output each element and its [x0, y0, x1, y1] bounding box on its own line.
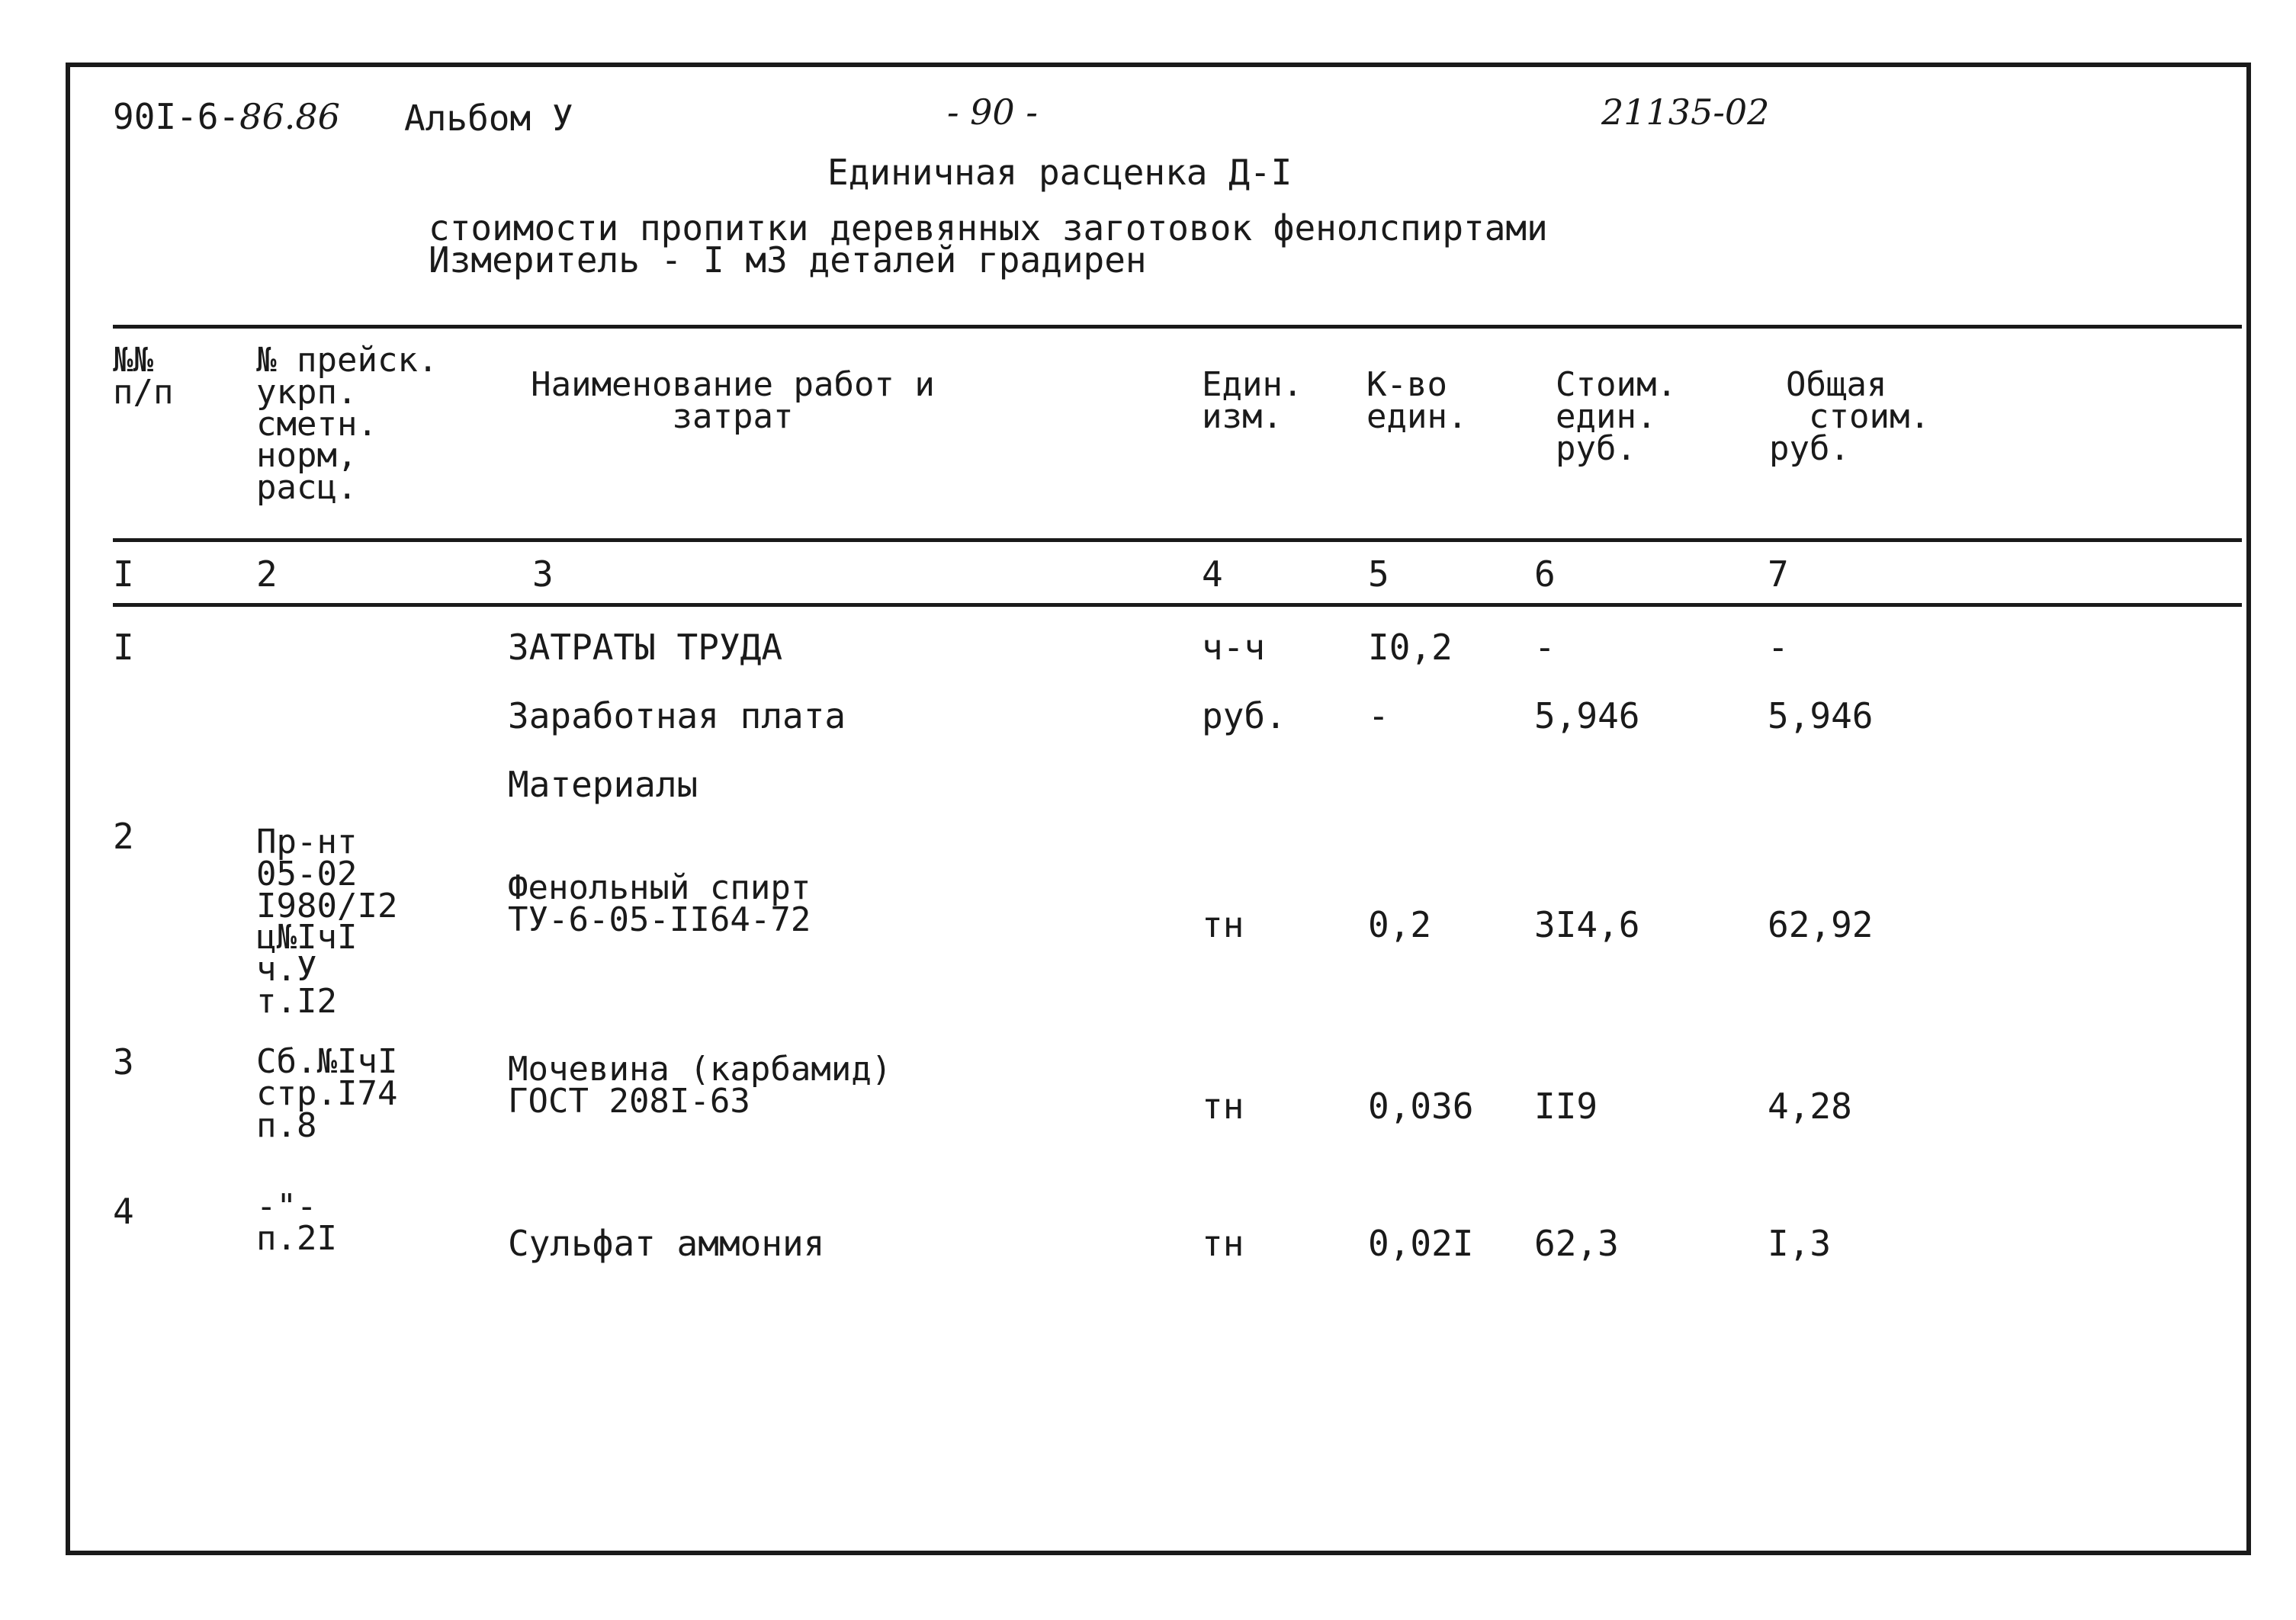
row-unit-price: 62,3: [1534, 1223, 1619, 1264]
row-number: 3: [113, 1041, 134, 1083]
row-quantity: I0,2: [1368, 627, 1453, 668]
row-total: 4,28: [1768, 1086, 1852, 1127]
row-unit-price: 5,946: [1534, 695, 1640, 736]
row-number: 4: [113, 1191, 134, 1232]
row-name: Фенольный спирт ТУ-6-05-II64-72: [508, 868, 811, 939]
row-total: 62,92: [1768, 904, 1874, 945]
header-col-name: Наименование работ и затрат: [531, 365, 935, 436]
document-number: 21135-02: [1601, 91, 1770, 133]
row-unit-price: II9: [1534, 1086, 1598, 1127]
row-unit: тн: [1202, 1086, 1244, 1127]
row-quantity: 0,036: [1368, 1086, 1474, 1127]
row-total: I,3: [1768, 1223, 1832, 1264]
page-number: - 90 -: [947, 91, 1038, 133]
row-price-reference: -"- п.2I: [256, 1187, 337, 1258]
column-number-6: 6: [1534, 553, 1556, 595]
row-quantity: 0,2: [1368, 904, 1432, 945]
series-code-prefix: 90I-6-: [113, 96, 240, 137]
series-code-handwritten: 86.86: [239, 96, 340, 137]
row-unit: руб.: [1202, 695, 1286, 736]
header-col-number: №№ п/п: [113, 341, 174, 412]
row-name: Сульфат аммония: [508, 1223, 825, 1264]
row-number: I: [113, 627, 134, 668]
series-code: [113, 96, 340, 137]
column-number-2: 2: [256, 553, 278, 595]
header-col-price-ref: № прейск. укрп. сметн. норм, расц.: [256, 341, 438, 508]
page-title: Единичная расценка Д-I: [827, 152, 1293, 193]
header-col-quantity: К-во един.: [1366, 365, 1468, 436]
row-total: 5,946: [1768, 695, 1874, 736]
header-col-total: Общая стоим. руб.: [1769, 365, 1930, 468]
row-unit-price: 3I4,6: [1534, 904, 1640, 945]
album-label: Альбом У: [404, 98, 573, 139]
column-number-5: 5: [1368, 553, 1389, 595]
header-col-unit: Един. изм.: [1202, 365, 1303, 436]
header-col-unit-price: Стоим. един. руб.: [1556, 365, 1677, 468]
column-numbers-rule: [113, 603, 2242, 607]
header-bottom-rule: [113, 538, 2242, 542]
row-unit-price: -: [1534, 627, 1556, 668]
row-name: ЗАТРАТЫ ТРУДА: [508, 627, 783, 668]
row-quantity: -: [1368, 695, 1389, 736]
page-frame: [66, 63, 2251, 1555]
table-top-rule: [113, 325, 2242, 329]
row-unit: ч-ч: [1202, 627, 1266, 668]
row-name: Мочевина (карбамид) ГОСТ 208I-63: [508, 1050, 892, 1121]
row-total: -: [1768, 627, 1789, 668]
column-number-4: 4: [1202, 553, 1223, 595]
row-price-reference: Сб.№IчI стр.I74 п.8: [256, 1042, 398, 1145]
row-unit: тн: [1202, 904, 1244, 945]
column-number-7: 7: [1768, 553, 1789, 595]
row-price-reference: Пр-нт 05-02 I980/I2 ц№IчI ч.У т.I2: [256, 823, 398, 1021]
page-subtitle: стоимости пропитки деревянных заготовок фенолспиртами: [429, 207, 1548, 249]
row-unit: тн: [1202, 1223, 1244, 1264]
row-name: Заработная плата: [508, 695, 846, 736]
row-number: 2: [113, 816, 134, 857]
section-heading-materials: Материалы: [508, 764, 698, 805]
measure-unit-note: Измеритель - I м3 деталей градирен: [429, 239, 1147, 281]
row-quantity: 0,02I: [1368, 1223, 1474, 1264]
column-number-3: 3: [532, 553, 554, 595]
column-number-1: I: [113, 553, 134, 595]
